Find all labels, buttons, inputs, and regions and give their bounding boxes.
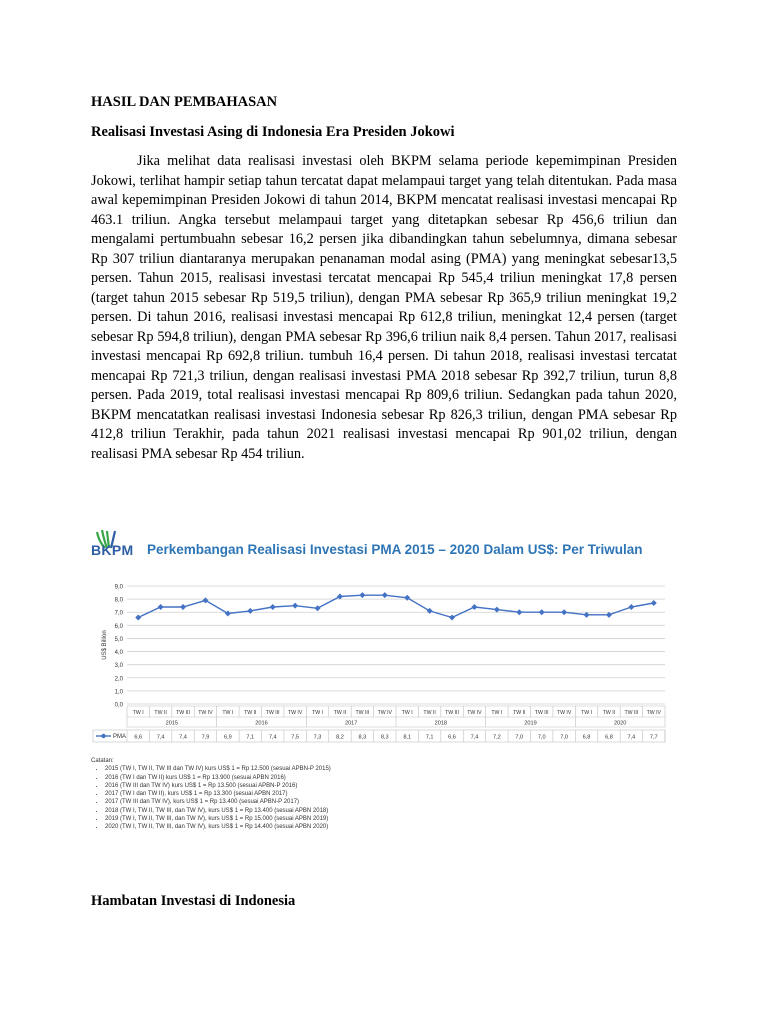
- x-tick-label: TW III: [534, 710, 549, 716]
- note-item: • 2016 (TW III dan TW IV) kurs US$ 1 = Rp 13.500 (sesuai APBN-P 2016): [105, 782, 331, 790]
- data-label: 7,4: [470, 734, 479, 741]
- y-tick-label: 0,0: [114, 702, 123, 709]
- data-label: 7,0: [515, 734, 524, 741]
- y-tick-label: 8,0: [114, 597, 123, 604]
- data-label: 7,4: [627, 734, 636, 741]
- note-item: • 2019 (TW I, TW II, TW III, dan TW IV), kurs US$ 1 = Rp 15.000 (sesuai APBN 2019): [105, 815, 331, 823]
- data-label: 8,1: [403, 734, 412, 741]
- data-point: [427, 608, 433, 614]
- x-tick-label: TW IV: [377, 710, 393, 716]
- data-point: [516, 609, 522, 615]
- y-tick-label: 2,0: [114, 676, 123, 683]
- y-tick-label: 7,0: [114, 610, 123, 617]
- data-label: 7,4: [268, 734, 277, 741]
- chart-notes: [91, 757, 331, 832]
- body-paragraph: Jika melihat data realisasi investasi oleh BKPM selama periode kepemimpinan Presiden Jokowi, terlihat hampir setiap tahun tercatat dapat melampaui target yang telah ditentukan. Pada masa awal kepemimpinan Presiden Jokowi di tahun 2014, BKPM mencatat realisasi investasi mencapai Rp 463.1 triliun. Angka tersebut melampaui target yang ditetapkan sebesar Rp 456,6 triliun dan mengalami pertumbuahn sebesar 16,2 persen jika dibandingkan tahun sebelumnya, dimana sebesar Rp 307 triliun diantaranya merupakan penanaman modal asing (PMA) yang meningkat sebesar13,5 persen. Tahun 2015, realisasi investasi tercatat mencapai Rp 545,4 triliun meningkat 17,8 persen (target tahun 2015 sebesar Rp 519,5 triliun), dengan PMA sebesar Rp 365,9 triliun meningkat 19,2 persen. Di tahun 2016, realisasi investasi mencapai Rp 612,8 triliun, meningkat 12,4 persen (target sebesar Rp 594,8 triliun), dengan PMA sebesar Rp 396,6 triliun naik 8,4 persen. Tahun 2017, realisasi investasi mencapai Rp 692,8 triliun. tumbuh 16,4 persen. Di tahun 2018, realisasi investasi tercatat mencapai Rp 721,3 triliun, dengan realisasi investasi PMA 2018 sebesar Rp 392,7 triliun, turun 8,8 persen. Pada 2019, total realisasi investasi mencapai Rp 809,6 triliun. Sedangkan pada tahun 2020, BKPM mencatatkan realisasi investasi Indonesia sebesar Rp 826,3 triliun, dengan PMA sebesar Rp 412,8 triliun Terakhir, pada tahun 2021 realisasi investasi mencapai Rp 901,02 triliun, dengan realisasi PMA sebesar Rp 454 triliun.: [91, 153, 677, 462]
- data-label: 6,8: [605, 734, 613, 741]
- x-tick-label: TW I: [581, 710, 593, 716]
- x-tick-label: TW III: [176, 710, 190, 716]
- note-item: • 2018 (TW I, TW II, TW III, dan TW IV), kurs US$ 1 = Rp 13.400 (sesuai APBN 2018): [105, 807, 331, 815]
- data-point: [561, 609, 567, 615]
- data-point: [539, 609, 545, 615]
- legend-marker: [101, 734, 105, 738]
- x-tick-label: TW III: [265, 710, 280, 716]
- data-label: 7,7: [649, 734, 658, 741]
- data-label: 7,4: [156, 734, 165, 741]
- data-point: [247, 608, 253, 614]
- bkpm-figure: [91, 514, 677, 854]
- x-tick-label: TW IV: [556, 710, 572, 716]
- data-label: 6,9: [223, 734, 232, 741]
- year-label: 2020: [613, 720, 627, 727]
- next-subsection-heading: Hambatan Investasi di Indonesia: [91, 893, 296, 909]
- x-tick-label: TW IV: [287, 710, 303, 716]
- x-tick-label: TW IV: [467, 710, 482, 716]
- year-label: 2015: [165, 720, 179, 727]
- x-tick-label: TW II: [602, 710, 616, 716]
- x-tick-label: TW IV: [646, 710, 662, 716]
- y-tick-label: 1,0: [114, 689, 123, 696]
- data-point: [292, 603, 298, 609]
- data-label: 8,2: [336, 734, 344, 741]
- x-tick-label: TW II: [513, 710, 526, 716]
- section-heading: HASIL DAN PEMBAHASAN: [91, 94, 278, 110]
- data-point: [404, 595, 410, 601]
- y-tick-label: 6,0: [114, 623, 123, 630]
- subsection-heading: Realisasi Investasi Asing di Indonesia Era Presiden Jokowi: [91, 124, 455, 140]
- data-label: 6,8: [582, 734, 591, 741]
- x-tick-label: TW II: [333, 710, 347, 716]
- year-label: 2016: [255, 720, 268, 727]
- data-point: [337, 593, 343, 599]
- y-axis-label: US$ Billion: [102, 630, 108, 660]
- x-tick-label: TW III: [445, 710, 459, 716]
- data-point: [158, 604, 164, 610]
- data-label: 7,0: [560, 734, 569, 741]
- data-label: 7,0: [537, 734, 546, 741]
- data-point: [651, 600, 657, 606]
- data-label: 7,5: [291, 734, 300, 741]
- chart-title: Perkembangan Realisasi Investasi PMA 2015 – 2020 Dalam US$: Per Triwulan: [147, 542, 643, 557]
- data-point: [584, 612, 590, 618]
- data-point: [135, 614, 141, 620]
- data-point: [202, 597, 208, 603]
- data-label: 7,1: [246, 734, 255, 741]
- notes-list: [91, 765, 331, 831]
- x-tick-label: TW I: [491, 710, 503, 716]
- data-point: [270, 604, 276, 610]
- legend-label: PMA: [113, 734, 127, 741]
- x-tick-label: TW II: [154, 710, 167, 716]
- x-tick-label: TW I: [312, 710, 324, 716]
- x-tick-label: TW II: [423, 710, 436, 716]
- year-label: 2018: [434, 720, 448, 727]
- note-item: • 2015 (TW I, TW II, TW III dan TW IV) kurs US$ 1 = Rp 12.500 (sesuai APBN-P 2015): [105, 765, 331, 773]
- data-point: [606, 612, 612, 618]
- data-point: [449, 614, 455, 620]
- x-tick-label: TW I: [132, 710, 144, 716]
- data-point: [359, 592, 365, 598]
- data-point: [471, 604, 477, 610]
- x-tick-label: TW II: [244, 710, 257, 716]
- y-tick-label: 5,0: [114, 636, 123, 643]
- year-label: 2019: [524, 720, 537, 727]
- data-label: 8,3: [358, 734, 367, 741]
- note-item: • 2017 (TW III dan TW IV), kurs US$ 1 = Rp 13.400 (sesuai APBN-P 2017): [105, 798, 331, 806]
- data-point: [382, 592, 388, 598]
- note-item: • 2017 (TW I dan TW II), kurs US$ 1 = Rp 13.300 (sesuai APBN 2017): [105, 790, 331, 798]
- data-label: 6,6: [134, 734, 143, 741]
- data-label: 6,6: [448, 734, 456, 741]
- x-tick-label: TW III: [624, 710, 639, 716]
- x-tick-label: TW I: [222, 710, 234, 716]
- series-line-pma: [138, 595, 654, 617]
- y-tick-label: 3,0: [114, 663, 123, 670]
- y-tick-label: 9,0: [114, 584, 123, 591]
- x-tick-label: TW III: [355, 710, 370, 716]
- note-item: • 2020 (TW I, TW II, TW III, dan TW IV), kurs US$ 1 = Rp 14.400 (sesuai APBN 2020): [105, 823, 331, 831]
- data-point: [180, 604, 186, 610]
- y-tick-label: 4,0: [114, 650, 123, 657]
- data-label: 7,2: [492, 734, 501, 741]
- data-point: [315, 605, 321, 611]
- note-item: • 2016 (TW I dan TW II) kurs US$ 1 = Rp 13.900 (sesuai APBN 2016): [105, 774, 331, 782]
- notes-title: Catatan:: [91, 758, 114, 764]
- data-label: 7,1: [425, 734, 434, 741]
- x-tick-label: TW I: [401, 710, 413, 716]
- data-label: 7,4: [179, 734, 187, 741]
- data-label: 7,9: [201, 734, 210, 741]
- data-point: [494, 607, 500, 613]
- data-point: [628, 604, 634, 610]
- data-label: 7,3: [313, 734, 322, 741]
- data-label: 8,3: [380, 734, 389, 741]
- pma-line-chart: [91, 574, 677, 754]
- bkpm-logo-text: BKPM: [91, 542, 134, 558]
- x-tick-label: TW IV: [198, 710, 213, 716]
- data-point: [225, 611, 231, 617]
- year-label: 2017: [344, 720, 358, 727]
